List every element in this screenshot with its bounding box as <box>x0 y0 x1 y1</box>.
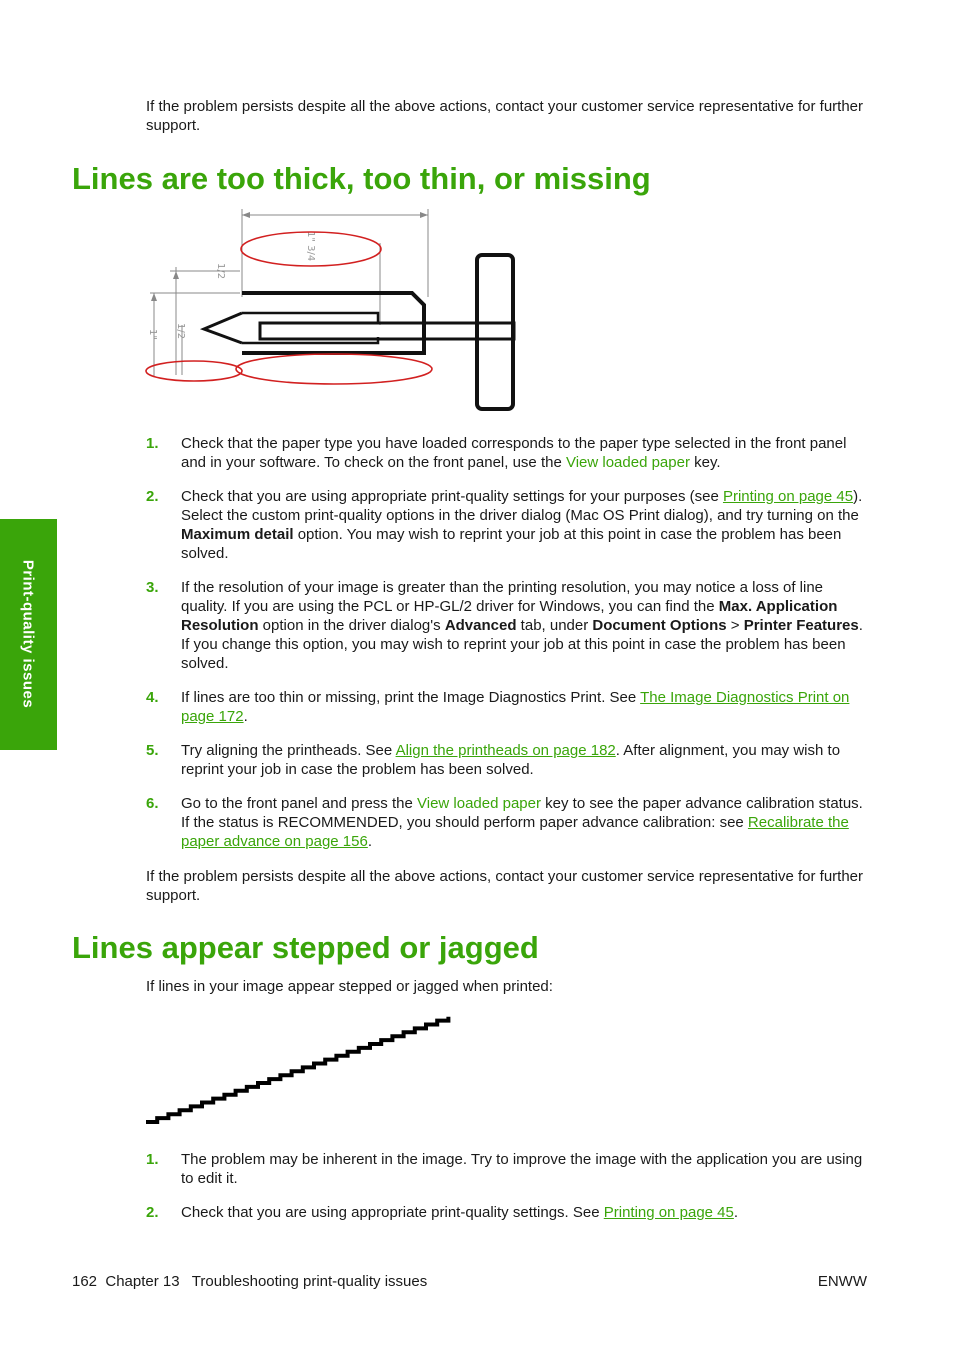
step-text: . <box>367 833 372 850</box>
line-thickness-figure <box>140 205 530 415</box>
view-loaded-paper-key-label: View loaded paper <box>565 454 690 471</box>
step-text: If lines are too thin or missing, print the Image Diagnostics Print. See <box>181 689 641 706</box>
step-text: ). Select the custom print-quality options in the driver dialog (Mac OS Print dialog), and try turning on the <box>181 488 863 524</box>
step-number: 6. <box>146 795 159 812</box>
section-heading-stepped-lines: Lines appear stepped or jagged <box>72 930 539 965</box>
printing-page-45-link[interactable]: Printing on page 45 <box>722 488 854 505</box>
advanced-tab-label: Advanced <box>444 617 517 634</box>
step-text: . After alignment, you may wish to reprint your job in case the problem has been solved. <box>181 742 841 778</box>
step-number: 2. <box>146 1204 159 1221</box>
step-text: The problem may be inherent in the image. Try to improve the image with the application you are using to edit it. <box>181 1151 863 1187</box>
step-text: key to see the paper advance calibration status. If the status is RECOMMENDED, you should perform paper advance calibration: see <box>181 795 863 831</box>
list-item <box>146 794 871 851</box>
side-tab <box>0 519 57 750</box>
step-number: 4. <box>146 689 159 706</box>
step-number: 2. <box>146 488 159 505</box>
step-text: Check that you are using appropriate print-quality settings for your purposes (see <box>181 488 723 505</box>
list-item <box>146 1150 871 1188</box>
printing-page-45-link[interactable]: Printing on page 45 <box>603 1204 734 1221</box>
steps-list-thickness <box>146 434 871 851</box>
step-text: . <box>733 1204 739 1221</box>
list-item <box>146 434 871 472</box>
label-half-side: 1/2 <box>175 323 186 340</box>
step-number: 5. <box>146 742 159 759</box>
step-text: Go to the front panel and press the <box>181 795 417 812</box>
step-text: tab, under <box>516 617 593 634</box>
recalibrate-paper-advance-link[interactable]: Recalibrate the paper advance on page 156 <box>181 814 849 850</box>
jagged-line <box>146 1017 448 1122</box>
step-text: option in the driver dialog's <box>258 617 445 634</box>
steps-list-stepped <box>146 1150 871 1222</box>
max-application-resolution-option: Max. Application Resolution <box>181 598 838 634</box>
label-three-quarter: 1" 3/4 <box>305 231 316 262</box>
list-item <box>146 741 871 779</box>
image-diagnostics-print-link[interactable]: The Image Diagnostics Print on page 172 <box>181 689 850 725</box>
list-item <box>146 1203 871 1222</box>
step-number: 1. <box>146 435 159 452</box>
step-text: If the resolution of your image is greater than the printing resolution, you may notice a loss of line quality. If you are using the PCL or HP-GL/2 driver for Windows, you can find the <box>181 579 824 615</box>
footer-page-chapter: 162 Chapter 13 Troubleshooting print-quality issues <box>72 1273 428 1290</box>
section-heading-lines-thickness: Lines are too thick, too thin, or missing <box>72 161 651 196</box>
stepped-intro-paragraph: If lines in your image appear stepped or jagged when printed: <box>146 978 553 995</box>
step-text: . If you change this option, you may wish to reprint your job at this point in case the problem has been solved. <box>181 617 863 672</box>
list-item <box>146 487 871 563</box>
maximum-detail-option: Maximum detail <box>181 526 294 543</box>
intro-paragraph: If the problem persists despite all the above actions, contact your customer service representative for further support. <box>146 98 864 134</box>
side-tab-label: Print-quality issues <box>19 559 37 709</box>
document-options-label: Document Options <box>592 617 727 634</box>
step-text: Check that you are using appropriate print-quality settings. See <box>181 1204 604 1221</box>
label-half-top: 1/2 <box>215 263 226 280</box>
step-text: > <box>726 617 744 634</box>
step-text: Try aligning the printheads. See <box>181 742 396 759</box>
list-item <box>146 578 871 673</box>
jagged-line-figure <box>140 1005 470 1135</box>
step-text: . <box>243 708 248 725</box>
list-item <box>146 688 871 726</box>
step-text: option. You may wish to reprint your job at this point in case the problem has been solved. <box>181 526 842 562</box>
view-loaded-paper-key-label: View loaded paper <box>417 795 541 812</box>
printer-features-label: Printer Features <box>743 617 859 634</box>
step-number: 1. <box>146 1151 159 1168</box>
step-number: 3. <box>146 579 159 596</box>
step-text: key. <box>689 454 721 471</box>
closing-paragraph: If the problem persists despite all the above actions, contact your customer service representative for further support. <box>146 868 864 904</box>
step-text: Check that the paper type you have loaded corresponds to the paper type selected in the front panel and in your software. To check on the front panel, use the <box>181 435 847 471</box>
align-printheads-link[interactable]: Align the printheads on page 182 <box>395 742 616 759</box>
label-one-inch: 1" <box>147 329 158 340</box>
footer-enww: ENWW <box>817 1273 867 1290</box>
